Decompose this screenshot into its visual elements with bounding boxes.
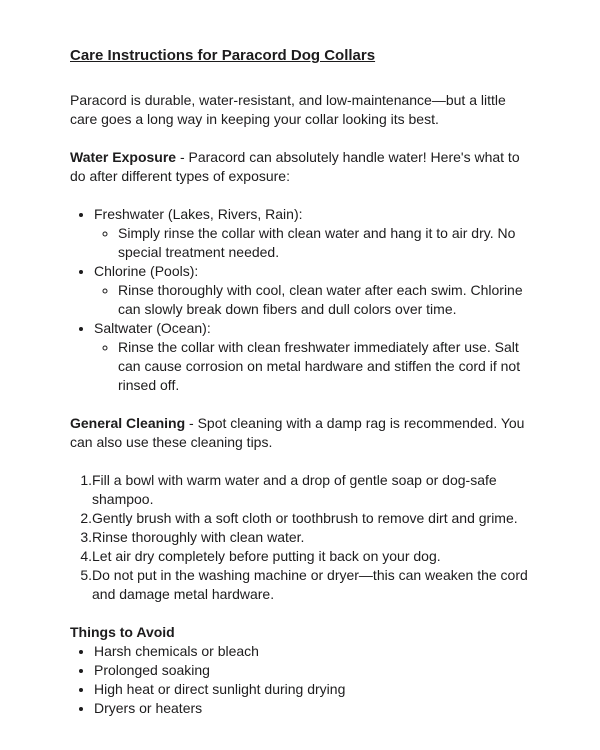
things-to-avoid-heading-text: Things to Avoid <box>70 624 175 640</box>
list-item <box>118 224 530 262</box>
list-item-label: Freshwater (Lakes, Rivers, Rain): <box>94 206 303 222</box>
list-item <box>94 680 530 699</box>
list-item <box>118 338 530 395</box>
water-exposure-heading: Water Exposure <box>70 149 177 165</box>
avoid-item-text: High heat or direct sunlight during drying <box>94 681 346 697</box>
avoid-item-text: Dryers or heaters <box>94 700 203 716</box>
list-item <box>94 642 530 661</box>
list-item <box>94 699 530 718</box>
step-text: Rinse thoroughly with clean water. <box>92 529 305 545</box>
list-item-detail: Rinse thoroughly with cool, clean water after each swim. Chlorine can slowly break down fibers and dull colors over time. <box>118 282 523 317</box>
general-cleaning-text: - Spot cleaning with a damp rag is recommended. You can also use these cleaning tips. <box>70 415 525 450</box>
step-text: Let air dry completely before putting it back on your dog. <box>92 548 441 564</box>
sub-list <box>94 224 530 262</box>
step-text: Fill a bowl with warm water and a drop of gentle soap or dog-safe shampoo. <box>92 472 497 507</box>
list-item <box>94 661 530 680</box>
list-item <box>94 205 530 262</box>
general-cleaning-heading: General Cleaning <box>70 415 186 431</box>
list-item <box>118 281 530 319</box>
list-item <box>92 566 530 604</box>
intro-paragraph: Paracord is durable, water-resistant, and low-maintenance—but a little care goes a long way in keeping your collar looking its best. <box>70 92 506 127</box>
list-item-label: Chlorine (Pools): <box>94 263 199 279</box>
avoid-item-text: Prolonged soaking <box>94 662 210 678</box>
water-exposure-paragraph <box>70 148 530 186</box>
list-item-detail: Rinse the collar with clean freshwater immediately after use. Salt can cause corrosion on metal hardware and stiffen the cord if not rinsed off. <box>118 339 521 393</box>
things-to-avoid-list <box>70 642 530 718</box>
list-item <box>92 471 530 509</box>
step-text: Do not put in the washing machine or dryer—this can weaken the cord and damage metal hardware. <box>92 567 528 602</box>
list-item <box>92 547 530 566</box>
list-item <box>94 319 530 395</box>
things-to-avoid-heading <box>70 623 530 642</box>
cleaning-steps-list <box>70 471 530 604</box>
list-item <box>94 262 530 319</box>
list-item-label: Saltwater (Ocean): <box>94 320 211 336</box>
sub-list <box>94 338 530 395</box>
water-exposure-list <box>70 205 530 395</box>
water-exposure-text: - Paracord can absolutely handle water! Here's what to do after different types of exposure: <box>70 149 520 184</box>
avoid-item-text: Harsh chemicals or bleach <box>94 643 259 659</box>
document-title: Care Instructions for Paracord Dog Collars <box>70 47 376 64</box>
sub-list <box>94 281 530 319</box>
list-item <box>92 528 530 547</box>
list-item-detail: Simply rinse the collar with clean water and hang it to air dry. No special treatment needed. <box>118 225 516 260</box>
step-text: Gently brush with a soft cloth or toothbrush to remove dirt and grime. <box>92 510 518 526</box>
general-cleaning-paragraph <box>70 414 530 452</box>
list-item <box>92 509 530 528</box>
